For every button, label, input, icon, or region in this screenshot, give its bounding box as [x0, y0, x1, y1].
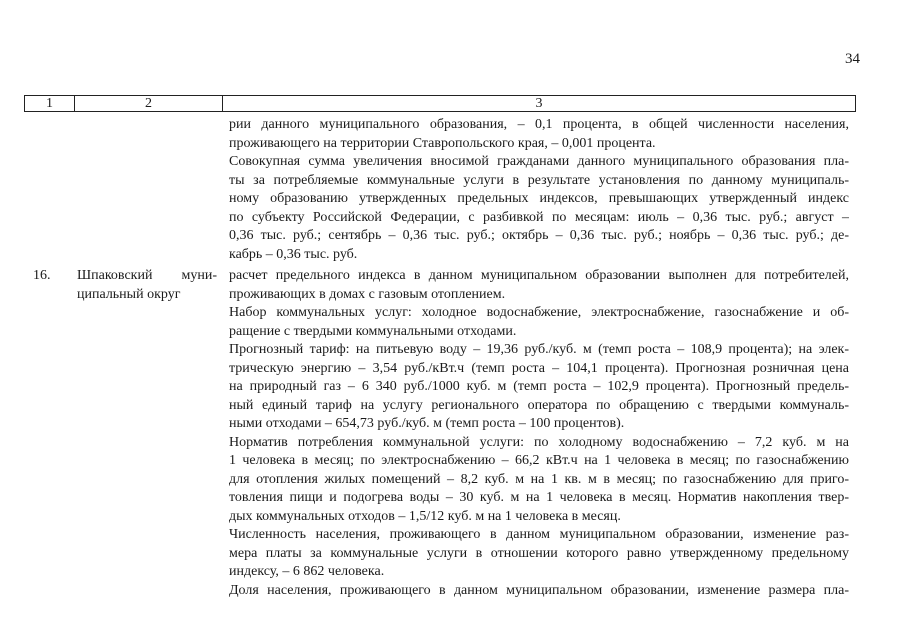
text-line: Численность населения, проживающего в данном муниципальном образовании, изменение раз- [229, 527, 849, 542]
row-number: 16. [33, 268, 51, 283]
municipality-name-part: муни- [181, 268, 217, 283]
text-line: трическую энергию – 3,54 руб./кВт.ч (темп роста – 104,1 процента). Прогнозная розничная цена [229, 360, 849, 376]
text-line: по субъекту Российской Федерации, с разбивкой по месяцам: июль – 0,36 тыс. руб.; август – [229, 209, 849, 225]
text-line: проживающих в домах с газовым отоплением. [229, 286, 506, 302]
text-line: 1 человека в месяц; по электроснабжению – 66,2 кВт.ч на 1 человека в месяц; по газоснабжению [229, 453, 849, 468]
text-line: Набор коммунальных услуг: холодное водоснабжение, электроснабжение, газоснабжение и об- [229, 305, 849, 320]
text-line: мера платы за коммунальные услуги в отношении которого равно утвержденному предельному [229, 545, 849, 561]
text-line: индексу, – 6 862 человека. [229, 564, 385, 579]
text-line: расчет предельного индекса в данном муниципальном образовании выполнен для потребителей, [229, 268, 849, 283]
text-line: 0,36 тыс. руб.; сентябрь – 0,36 тыс. руб.; октябрь – 0,36 тыс. руб.; ноябрь – 0,36 тыс. руб.; де- [229, 228, 849, 243]
continuation-text [229, 116, 849, 264]
column-3-header: 3 [535, 96, 543, 111]
row16-description [229, 267, 849, 600]
municipality-name [77, 267, 217, 304]
text-line: товления пищи и подогрева воды – 30 куб. м на 1 человека в месяц. Норматив накопления твер- [229, 490, 849, 505]
text-line: дых коммунальных отходов – 1,5/12 куб. м на 1 человека в месяц. [229, 508, 621, 524]
text-line: ты за потребляемые коммунальные услуги в результате установления по данному муниципаль- [229, 172, 849, 188]
column-2-header: 2 [75, 96, 223, 111]
municipality-name-part: Шпаковский [77, 268, 153, 283]
text-line: ному образованию утвержденных предельных индексов, превышающих утвержденный индекс [229, 191, 849, 206]
text-line: проживающего на территории Ставропольского края, – 0,001 процента. [229, 135, 656, 151]
text-line: Совокупная сумма увеличения вносимой гражданами данного муниципального образования пла- [229, 154, 849, 169]
text-line: рии данного муниципального образования, – 0,1 процента, в общей численности населения, [229, 117, 849, 132]
text-line: на природный газ – 6 340 руб./1000 куб. м (темп роста – 102,9 процента). Прогнозный предель- [229, 379, 849, 394]
municipality-name-part: ципальный округ [77, 286, 181, 302]
text-line: Норматив потребления коммунальной услуги: по холодному водоснабжению – 7,2 куб. м на [229, 434, 849, 450]
text-line: кабрь – 0,36 тыс. руб. [229, 246, 358, 262]
text-line: Прогнозный тариф: на питьевую воду – 19,36 руб./куб. м (темп роста – 108,9 процента); на элек- [229, 342, 849, 357]
text-line: ный единый тариф на услугу регионального оператора по обращению с твердыми коммуналь- [229, 397, 849, 413]
text-line: Доля населения, проживающего в данном муниципальном образовании, изменение размера пла- [229, 582, 849, 598]
page-number: 34 [845, 51, 860, 67]
column-1-header: 1 [25, 96, 75, 111]
table-column-header [24, 95, 856, 112]
text-line: ными отходами – 654,73 руб./куб. м (темп роста – 100 процентов). [229, 416, 625, 431]
text-line: ращение с твердыми коммунальными отходами. [229, 323, 517, 339]
text-line: для отопления жилых помещений – 8,2 куб. м на 1 кв. м в месяц; по газоснабжению для приго- [229, 471, 849, 487]
